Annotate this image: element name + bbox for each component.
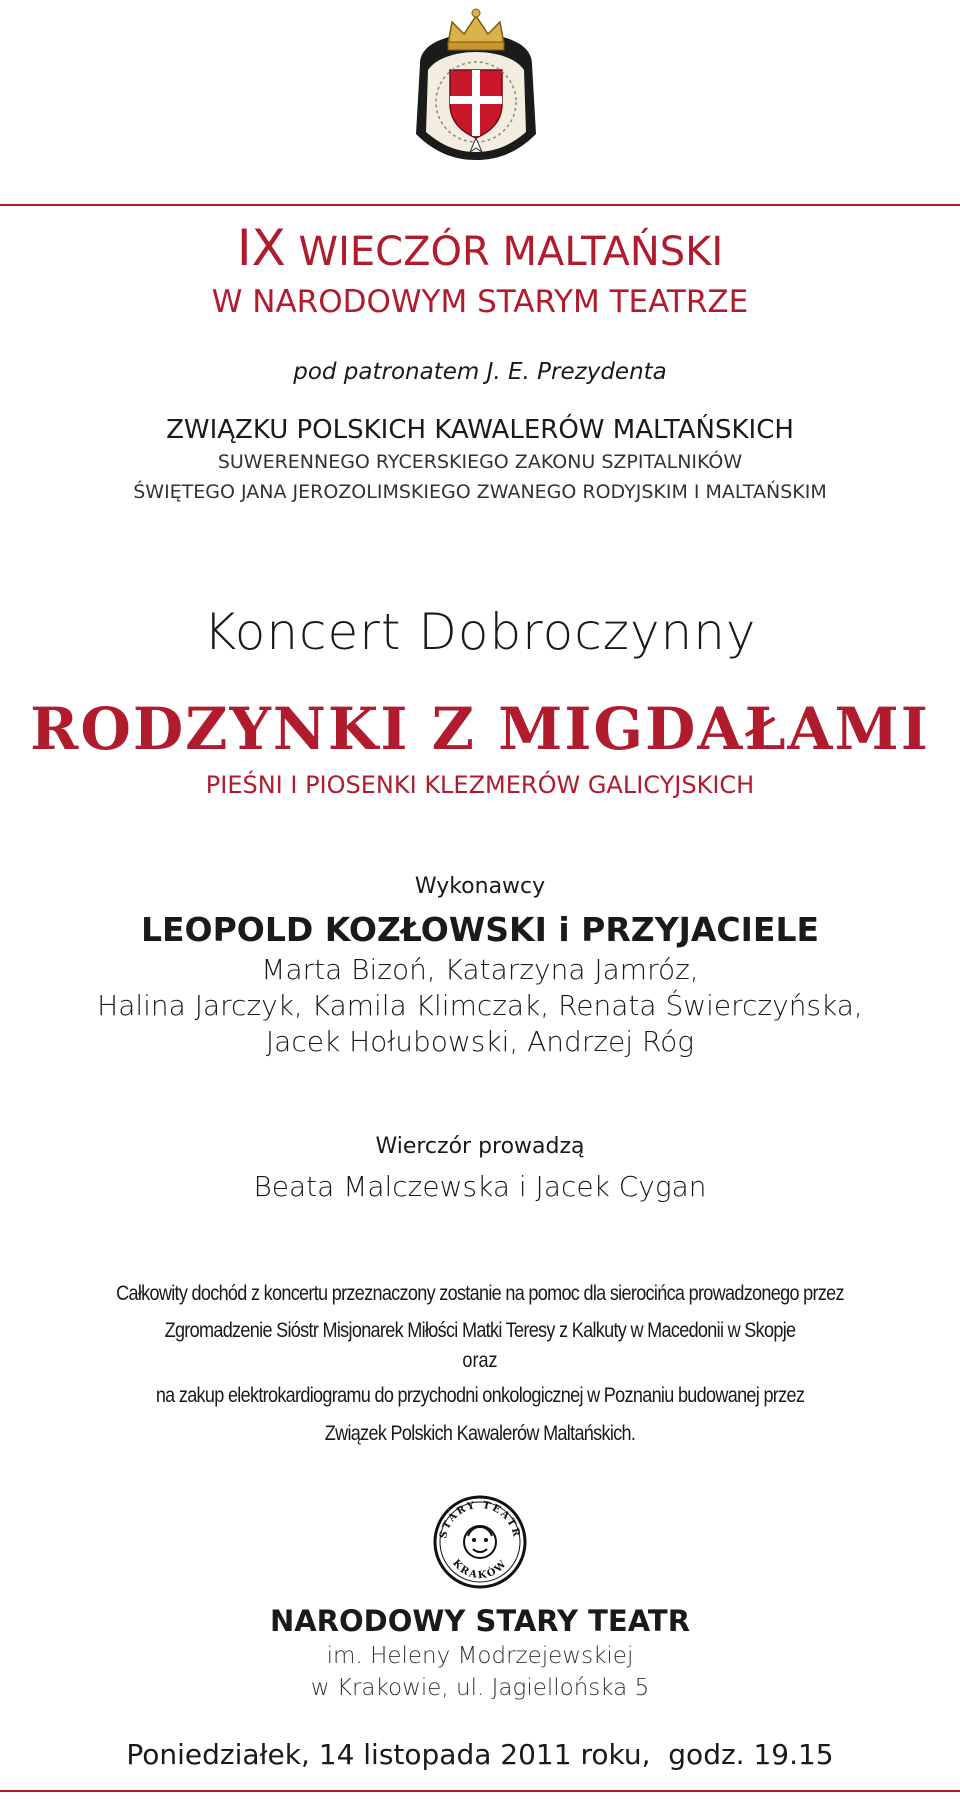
- hosts-label: Wierczór prowadzą: [375, 1134, 585, 1159]
- performers-label: Wykonawcy: [414, 874, 546, 899]
- concert-subtitle: PIEŚNI I PIOSENKI KLEZMERÓW GALICYJSKICH: [205, 771, 755, 799]
- patron-organization-line3: ŚWIĘTEGO JANA JEROZOLIMSKIEGO ZWANEGO RODYJSKIM I MALTAŃSKIM: [133, 481, 827, 503]
- patron-organization-line2: SUWERENNEGO RYCERSKIEGO ZAKONU SZPITALNIKÓW: [217, 451, 743, 473]
- charity-line-5: Związek Polskich Kawalerów Maltańskich.: [324, 1422, 636, 1445]
- performers-lead: LEOPOLD KOZŁOWSKI i PRZYJACIELE: [140, 910, 820, 949]
- patron-organization-name: ZWIĄZKU POLSKICH KAWALERÓW MALTAŃSKICH: [166, 415, 794, 445]
- event-datetime: Poniedziałek, 14 listopada 2011 roku, godz. 19.15: [126, 1738, 834, 1771]
- performers-line-2: Halina Jarczyk, Kamila Klimczak, Renata Świerczyńska,: [97, 989, 863, 1022]
- event-title: [0, 220, 960, 280]
- seal-text-top: STARY TEATR: [438, 1499, 523, 1540]
- venue-line2: im. Heleny Modrzejewskiej: [326, 1643, 634, 1669]
- hosts-names: Beata Malczewska i Jacek Cygan: [253, 1170, 707, 1203]
- performers-line-1: Marta Bizoń, Katarzyna Jamróz,: [261, 953, 699, 986]
- venue-name: NARODOWY STARY TEATR: [269, 1604, 691, 1638]
- performers-line-3: Jacek Hołubowski, Andrzej Róg: [265, 1025, 695, 1058]
- seal-text-bottom: KRAKÓW: [450, 1557, 510, 1582]
- charity-line-3: oraz: [462, 1349, 498, 1372]
- patronage-intro: pod patronatem J. E. Prezydenta: [293, 359, 667, 385]
- order-of-malta-crest-icon: [406, 4, 546, 164]
- stary-teatr-seal-icon: [432, 1494, 528, 1590]
- top-divider: [0, 204, 960, 206]
- charity-line-2: Zgromadzenie Sióstr Misjonarek Miłości Matki Teresy z Kalkuty w Macedonii w Skopje: [164, 1319, 796, 1342]
- concert-title: RODZYNKI Z MIGDAŁAMI: [30, 695, 930, 763]
- charity-line-4: na zakup elektrokardiogramu do przychodni onkologicznej w Poznaniu budowanej przez: [155, 1384, 805, 1407]
- event-title-numeral: IX: [236, 219, 286, 277]
- event-subtitle: W NARODOWYM STARYM TEATRZE: [211, 284, 749, 320]
- charity-line-1: Całkowity dochód z koncertu przeznaczony zostanie na pomoc dla sierocińca prowadzonego przez: [116, 1282, 844, 1305]
- concert-type: Koncert Dobroczynny: [203, 603, 757, 661]
- event-title-rest: WIECZÓR MALTAŃSKI: [298, 229, 724, 275]
- venue-address: w Krakowie, ul. Jagiellońska 5: [310, 1675, 650, 1701]
- bottom-divider: [0, 1790, 960, 1792]
